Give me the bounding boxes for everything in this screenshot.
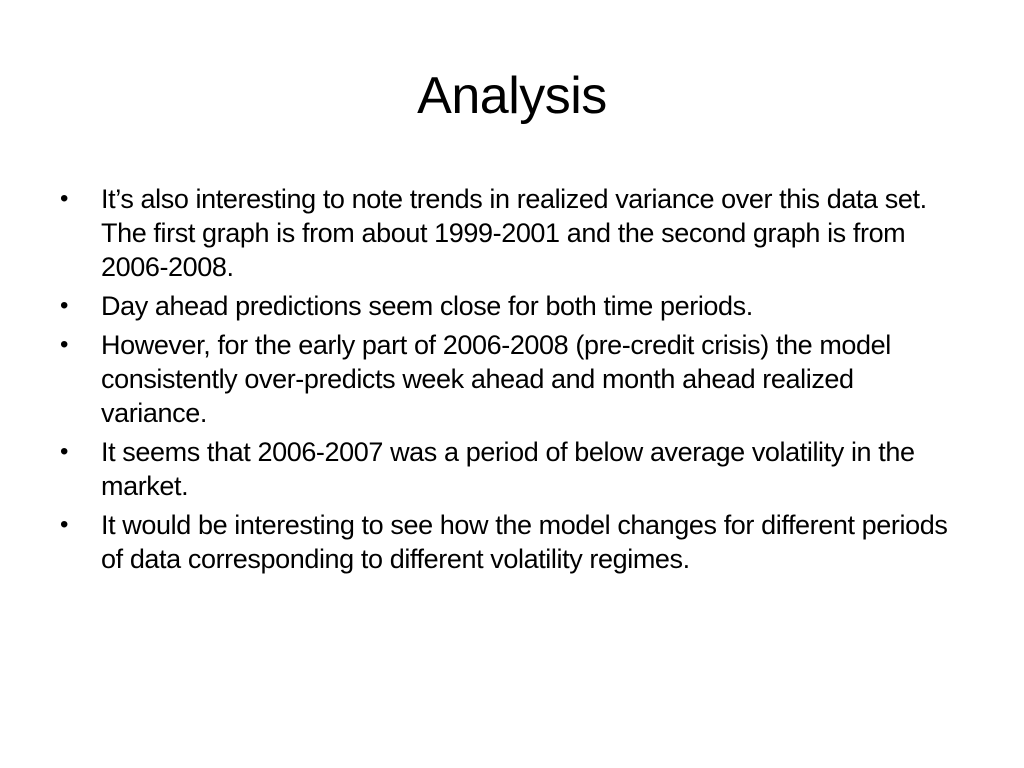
bullet-text: Day ahead predictions seem close for both time periods. — [101, 291, 753, 321]
bullet-icon: • — [60, 511, 69, 538]
bullet-text: However, for the early part of 2006-2008 (pre-credit crisis) the model consistently over-predicts week ahead and month ahead realized variance. — [101, 330, 891, 428]
list-item — [60, 508, 960, 576]
bullet-list — [60, 182, 960, 581]
list-item — [60, 435, 960, 503]
list-item — [60, 289, 960, 323]
bullet-icon: • — [60, 292, 69, 319]
bullet-text: It’s also interesting to note trends in realized variance over this data set. The first graph is from about 1999-2001 and the second graph is from 2006-2008. — [101, 184, 927, 282]
bullet-text: It seems that 2006-2007 was a period of below average volatility in the market. — [101, 437, 915, 501]
bullet-icon: • — [60, 438, 69, 465]
bullet-text: It would be interesting to see how the model changes for different periods of data corresponding to different volatility regimes. — [101, 510, 948, 574]
list-item — [60, 182, 960, 284]
slide-title: Analysis — [417, 67, 607, 125]
list-item — [60, 328, 960, 430]
bullet-icon: • — [60, 331, 69, 358]
bullet-icon: • — [60, 185, 69, 212]
